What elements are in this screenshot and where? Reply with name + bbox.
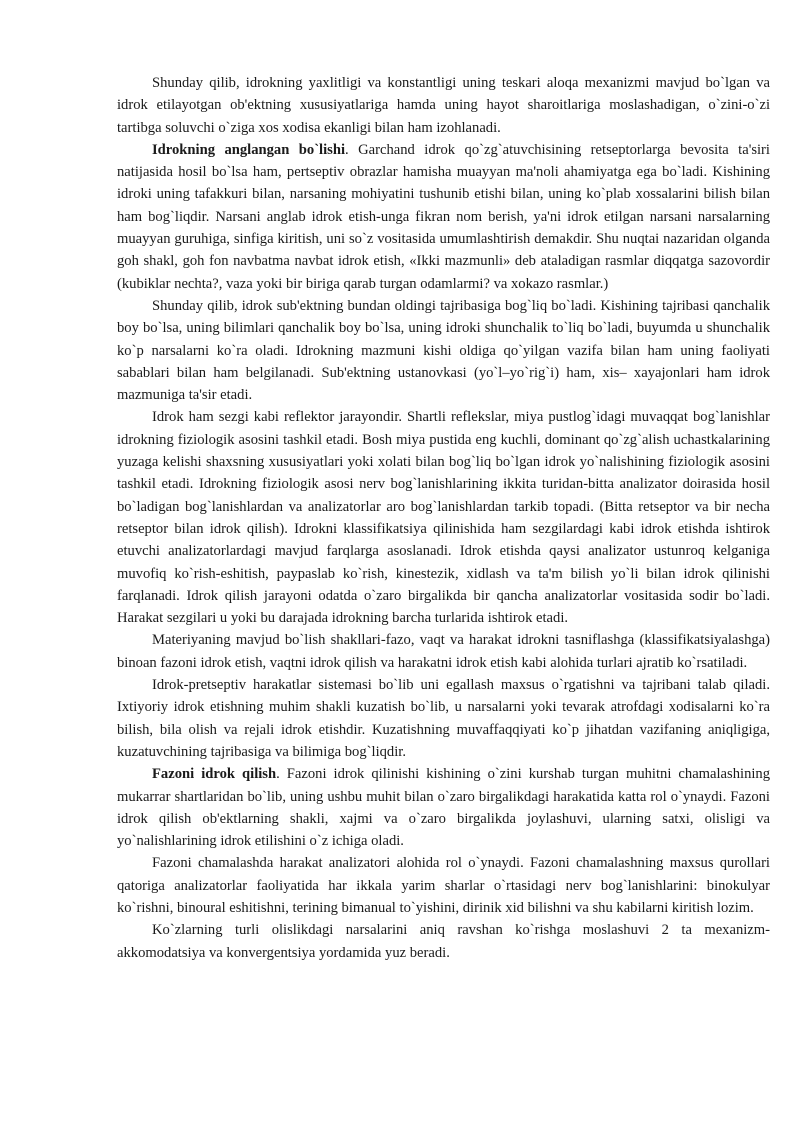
paragraph-5-text: Materiyaning mavjud bo`lish shakllari-fazo, vaqt va harakat idrokni tasniflashga (klassifikatsiyalashga) binoan fazoni idrok etish, vaqtni idrok qilish va harakatni idrok etish kabi alohida turlari ajratib ko`rsatiladi. bbox=[117, 632, 770, 671]
section-heading-space-perception: Fazoni idrok qilish bbox=[152, 766, 277, 783]
paragraph-4 bbox=[117, 406, 770, 629]
paragraph-2 bbox=[117, 139, 770, 295]
paragraph-2-text: . Garchand idrok qo`zg`atuvchisining retseptorlarga bevosita ta'siri natijasida hosil bo`lsa ham, pertseptiv obrazlar hamisha muayyan ma'noli ahamiyatga ega bo`ladi. Kishining idroki uning tafakkuri bilan, narsaning mohiyatini tushunib etishi bilan, uning ko`plab xossalarini bilish bilan ham bog`liqdir. Narsani anglab idrok etish-unga fikran nom berish, ya'ni idrok etilgan narsani narsalarning muayyan guruhiga, sinfiga kiritish, uni so`z vositasida umumlashtirish demakdir. Shu nuqtai nazaridan olganda goh shakl, goh fon navbatma navbat idrok etish, «Ikki mazmunli» deb ataladigan rasmlar diqqatga sazovordir (kubiklar nechta?, vaza yoki bir biriga qarab turgan odamlarmi? va xokazo rasmlar.) bbox=[117, 141, 770, 292]
paragraph-3-text: Shunday qilib, idrok sub'ektning bundan oldingi tajribasiga bog`liq bo`ladi. Kishining tajribasi qanchalik boy bo`lsa, uning bilimlari qanchalik boy bo`lsa, uning idroki shunchalik to`liq bo`ladi, buyumda u shunchalik ko`p narsalarni ko`ra oladi. Idrokning mazmuni kishi oldiga qo`yilgan vazifa bilan ham uning faoliyati sabablari bilan ham belgilanadi. Sub'ektning ustanovkasi (yo`l–yo`rig`i) ham, xis– xayajonlari ham idrok mazmuniga ta'sir etadi. bbox=[117, 297, 770, 404]
paragraph-1-text: Shunday qilib, idrokning yaxlitligi va konstantligi uning teskari aloqa mexanizmi mavjud bo`lgan va idrok etilayotgan ob'ektning xususiyatlariga hamda uning hayot sharoitlariga moslashadigan, o`zini-o`zi tartibga soluvchi o`ziga xos xodisa ekanligi bilan ham izohlanadi. bbox=[117, 75, 770, 136]
paragraph-8 bbox=[117, 852, 770, 919]
paragraph-3 bbox=[117, 295, 770, 406]
section-heading-perception-awareness: Idrokning anglangan bo`lishi bbox=[152, 141, 346, 158]
paragraph-1 bbox=[117, 72, 770, 139]
paragraph-9 bbox=[117, 919, 770, 964]
paragraph-5 bbox=[117, 629, 770, 674]
paragraph-6-text: Idrok-pretseptiv harakatlar sistemasi bo`lib uni egallash maxsus o`rgatishni va tajribani talab qiladi. Ixtiyoriy idrok etishning muhim shakli kuzatish bo`lib, u narsalarni yoki tevarak atrofdagi xodisalarni ko`ra bilish, bila olish va rejali idrok etishdir. Kuzatishning muvaffaqqiyati ko`p jihatdan vazifaning aniqligiga, kuzatuvchining tajribasiga va bilimiga bog`liqdir. bbox=[117, 677, 770, 760]
paragraph-8-text: Fazoni chamalashda harakat analizatori alohida rol o`ynaydi. Fazoni chamalashning maxsus qurollari qatoriga analizatorlar faoliyatida har ikkala yarim sharlar o`rtasidagi nerv bog`lanishlarini: binokulyar ko`rishni, binoural eshitishni, terining bimanual to`yishini, dirinik xid bilishni va shu kabilarni kiritish lozim. bbox=[117, 855, 770, 916]
document-page bbox=[117, 72, 770, 964]
paragraph-6 bbox=[117, 674, 770, 763]
paragraph-4-text: Idrok ham sezgi kabi reflektor jarayondir. Shartli reflekslar, miya pustlog`idagi muvaqqat bog`lanishlar idrokning fiziologik asosini tashkil etadi. Bosh miya pustida eng kuchli, dominant qo`zg`alish uchastkalarining yuzaga kelishi shaxsning xususiyatlari yoki xolati bilan bog`liq bo`lgan idrok yo`nalishining fiziologik asosini tashkil etadi. Idrokning fiziologik asosi nerv bog`lanishlarining ikkita turidan-bitta analizator doirasida hosil bo`ladigan bog`lanishlardan va analizatorlar aro bog`lanishlardan tarkib topadi. (Bitta retseptor va bir necha retseptor bilan idrok qilish). Idrokni klassifikatsiya qilinishida ham sezgilardagi kabi idrok etishda ishtirok etuvchi analizatorlardagi mavjud farqlarga asoslanadi. Idrok etishda qaysi analizator ustunroq kelganiga muvofiq ko`rish-eshitish, paypaslab ko`rish, kinestezik, xidlash va ta'm bilish yo`li bilan idrok qilinishi farqlanadi. Idrok qilish jarayoni odatda o`zaro birgalikda bir qancha analizatorlar vositasida sodir bo`ladi. Harakat sezgilari u yoki bu darajada idrokning barcha turlarida ishtirok etadi. bbox=[117, 409, 770, 627]
paragraph-7-text: . Fazoni idrok qilinishi kishining o`zini kurshab turgan muhitni chamalashining mukarrar shartlaridan bo`lib, uning ushbu muhit bilan o`zaro birgalikdagi harakatida katta rol o`ynaydi. Fazoni idrok qilish ob'ektlarning shakli, xajmi va o`zaro birgalikda joylashuvi, ularning satxi, olisligi va yo`nalishlarining idrok etilishini o`z ichiga oladi. bbox=[117, 766, 771, 850]
paragraph-9-text: Ko`zlarning turli olislikdagi narsalarini aniq ravshan ko`rishga moslashuvi 2 ta mexanizm-akkomodatsiya va konvergentsiya yordamida yuz beradi. bbox=[117, 922, 770, 961]
paragraph-7 bbox=[117, 763, 770, 852]
